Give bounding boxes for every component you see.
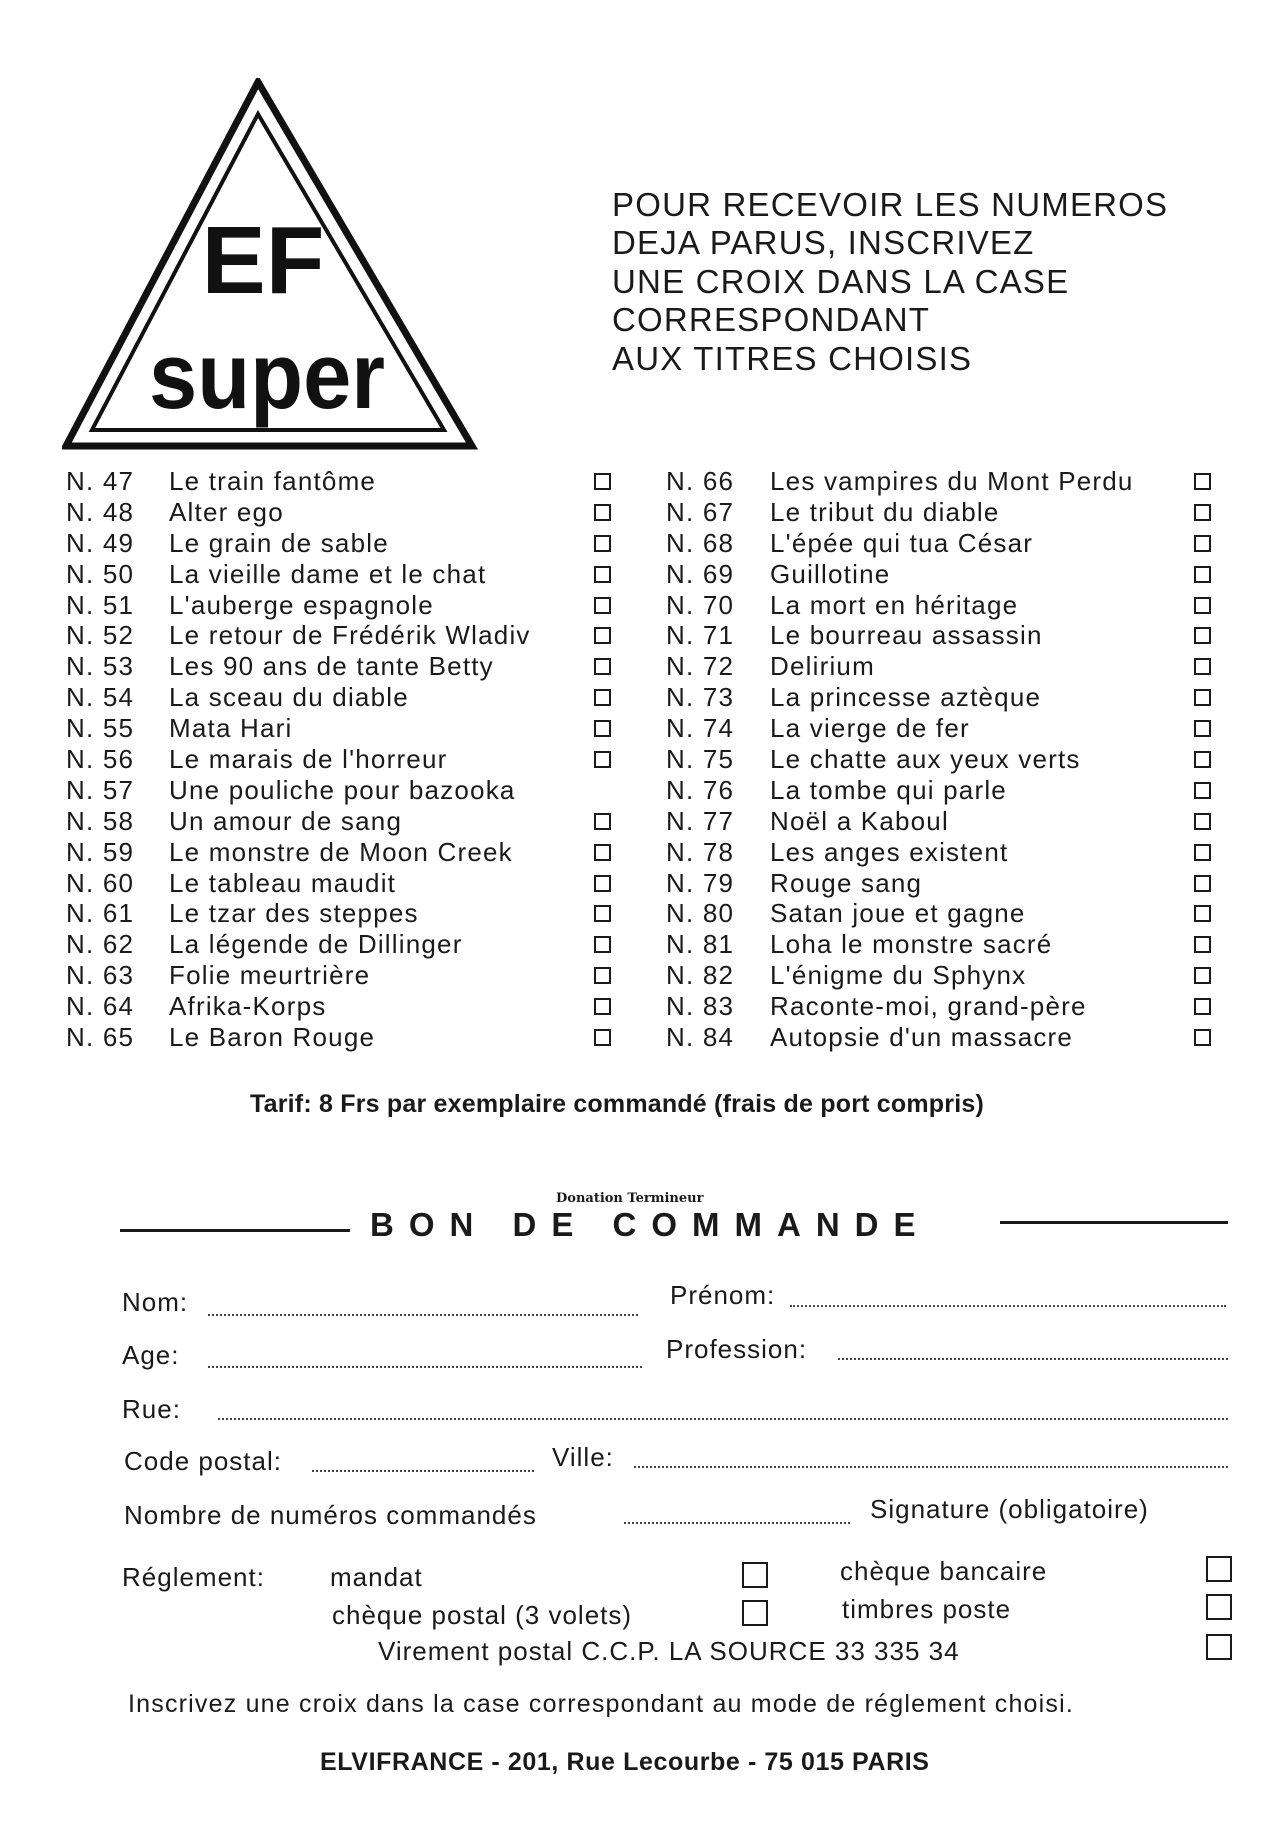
- profession-label: Profession:: [666, 1334, 808, 1364]
- issue-row: [666, 620, 1232, 651]
- issue-row: [66, 651, 626, 682]
- issue-checkbox[interactable]: [1194, 504, 1211, 521]
- rue-field[interactable]: [218, 1418, 1228, 1420]
- cheque-bancaire-label: chèque bancaire: [840, 1556, 1048, 1586]
- issue-row: [666, 528, 1232, 559]
- issue-title: Le Baron Rouge: [169, 1022, 376, 1053]
- issue-row: [666, 991, 1232, 1022]
- issue-checkbox[interactable]: [1194, 689, 1211, 706]
- issue-row: [666, 929, 1232, 960]
- issue-checkbox[interactable]: [1194, 473, 1211, 490]
- issue-number: N. 48: [66, 496, 135, 527]
- issue-checkbox[interactable]: [1194, 875, 1211, 892]
- issue-title: Le monstre de Moon Creek: [169, 836, 513, 867]
- nom-field[interactable]: [208, 1314, 638, 1316]
- issue-title: Le tribut du diable: [770, 496, 1000, 527]
- timbres-checkbox[interactable]: [1206, 1594, 1232, 1620]
- tarif-line: Tarif: 8 Frs par exemplaire commandé (frais de port compris): [250, 1090, 984, 1118]
- issue-title: Les anges existent: [770, 836, 1009, 867]
- issue-title: Les 90 ans de tante Betty: [169, 651, 494, 682]
- issue-title: Guillotine: [770, 558, 891, 589]
- issue-row: [66, 682, 626, 713]
- issue-checkbox[interactable]: [594, 813, 611, 830]
- issue-number: N. 64: [66, 991, 135, 1022]
- issue-number: N. 77: [666, 805, 735, 836]
- issue-row: [66, 991, 626, 1022]
- age-field[interactable]: [208, 1366, 642, 1368]
- issue-number: N. 82: [666, 960, 735, 991]
- code-postal-label: Code postal:: [124, 1446, 282, 1476]
- issue-row: [666, 590, 1232, 621]
- issue-number: N. 50: [66, 558, 135, 589]
- issue-number: N. 52: [66, 620, 135, 651]
- title-rule-right: [1000, 1221, 1228, 1224]
- issue-row: [666, 466, 1232, 497]
- issue-title: Folie meurtrière: [169, 960, 371, 991]
- ville-label: Ville:: [552, 1442, 614, 1472]
- issue-number: N. 61: [66, 898, 135, 929]
- issue-title: Delirium: [770, 651, 875, 682]
- issue-number: N. 58: [66, 805, 135, 836]
- issue-title: La tombe qui parle: [770, 774, 1007, 805]
- issue-checkbox[interactable]: [1194, 813, 1211, 830]
- issue-number: N. 65: [66, 1022, 135, 1053]
- issue-row: [66, 620, 626, 651]
- issue-number: N. 55: [66, 713, 135, 744]
- nombre-label: Nombre de numéros commandés: [124, 1500, 537, 1530]
- issue-row: [66, 837, 626, 868]
- issue-checkbox[interactable]: [594, 504, 611, 521]
- ville-field[interactable]: [634, 1466, 1228, 1468]
- issue-number: N. 66: [666, 466, 735, 496]
- issue-title: La vieille dame et le chat: [169, 558, 487, 589]
- issue-checkbox[interactable]: [594, 905, 611, 922]
- nom-label: Nom:: [122, 1287, 189, 1317]
- issue-checkbox[interactable]: [1194, 627, 1211, 644]
- instructions-block: [612, 186, 1252, 378]
- issue-title: Les vampires du Mont Perdu: [770, 466, 1134, 496]
- issue-checkbox[interactable]: [594, 844, 611, 861]
- mandat-checkbox[interactable]: [742, 1562, 768, 1588]
- issue-number: N. 80: [666, 898, 735, 929]
- logo-line-super: super: [149, 323, 385, 428]
- order-form-title: BON DE COMMANDE: [370, 1206, 931, 1243]
- issue-number: N. 56: [66, 744, 135, 775]
- issue-title: La mort en héritage: [770, 589, 1019, 620]
- virement-label: Virement postal C.C.P. LA SOURCE 33 335 34: [378, 1636, 960, 1666]
- issue-title: Noël a Kaboul: [770, 805, 949, 836]
- issue-checkbox[interactable]: [594, 627, 611, 644]
- issue-row: [666, 497, 1232, 528]
- issue-row: [66, 775, 626, 806]
- issue-checkbox[interactable]: [1194, 844, 1211, 861]
- issue-row: [666, 651, 1232, 682]
- issue-row: [66, 806, 626, 837]
- issue-row: [666, 898, 1232, 929]
- issue-checkbox[interactable]: [594, 936, 611, 953]
- issue-number: N. 49: [66, 527, 135, 558]
- issue-checkbox[interactable]: [1194, 998, 1211, 1015]
- issue-row: [66, 528, 626, 559]
- issue-number: N. 71: [666, 620, 735, 651]
- issue-checkbox[interactable]: [594, 566, 611, 583]
- instruction-line: AUX TITRES CHOISIS: [612, 339, 973, 377]
- issue-row: [666, 1022, 1232, 1053]
- virement-checkbox[interactable]: [1206, 1634, 1232, 1660]
- issue-title: Un amour de sang: [169, 805, 403, 836]
- issue-checkbox[interactable]: [594, 658, 611, 675]
- issue-number: N. 74: [666, 713, 735, 744]
- issue-row: [666, 713, 1232, 744]
- issue-checkbox[interactable]: [1194, 751, 1211, 768]
- issue-number: N. 84: [666, 1022, 735, 1053]
- issue-row: [66, 713, 626, 744]
- issue-row: [66, 960, 626, 991]
- issue-checkbox[interactable]: [1194, 658, 1211, 675]
- issue-title: L'épée qui tua César: [770, 527, 1034, 558]
- issue-row: [66, 929, 626, 960]
- issue-title: L'énigme du Sphynx: [770, 960, 1027, 991]
- issue-number: N. 78: [666, 836, 735, 867]
- issue-checkbox[interactable]: [594, 967, 611, 984]
- prenom-label: Prénom:: [670, 1280, 776, 1310]
- issue-checkbox[interactable]: [594, 720, 611, 737]
- issue-row: [66, 466, 626, 497]
- issue-number: N. 63: [66, 960, 135, 991]
- issue-title: Le chatte aux yeux verts: [770, 744, 1081, 775]
- cheque-bancaire-checkbox[interactable]: [1206, 1556, 1232, 1582]
- issue-list-right: [666, 466, 1232, 1053]
- instruction-line: DEJA PARUS, INSCRIVEZ: [612, 224, 1035, 262]
- issue-number: N. 60: [66, 867, 135, 898]
- issue-title: Une pouliche pour bazooka: [169, 774, 516, 805]
- issue-checkbox[interactable]: [1194, 566, 1211, 583]
- issue-title: Le tableau maudit: [169, 867, 397, 898]
- issue-number: N. 54: [66, 682, 135, 713]
- issue-number: N. 73: [666, 682, 735, 713]
- ef-super-logo: [62, 78, 482, 450]
- code-postal-field[interactable]: [312, 1470, 534, 1472]
- issue-list-left: [66, 466, 626, 1053]
- issue-title: Le marais de l'horreur: [169, 744, 448, 775]
- issue-title: Loha le monstre sacré: [770, 929, 1053, 960]
- age-label: Age:: [122, 1340, 180, 1370]
- issue-number: N. 76: [666, 774, 735, 805]
- issue-checkbox[interactable]: [594, 1029, 611, 1046]
- issue-row: [66, 1022, 626, 1053]
- instruction-line: UNE CROIX DANS LA CASE: [612, 262, 1070, 300]
- issue-title: La légende de Dillinger: [169, 929, 463, 960]
- payment-instruction: Inscrivez une croix dans la case correspondant au mode de réglement choisi.: [128, 1690, 1075, 1718]
- profession-field[interactable]: [838, 1358, 1228, 1360]
- issue-number: N. 51: [66, 589, 135, 620]
- issue-title: Le grain de sable: [169, 527, 389, 558]
- issue-title: Afrika-Korps: [169, 991, 327, 1022]
- timbres-label: timbres poste: [842, 1594, 1012, 1624]
- triangle-logo-graphic: [62, 78, 482, 450]
- issue-row: [666, 960, 1232, 991]
- issue-checkbox[interactable]: [594, 535, 611, 552]
- issue-number: N. 59: [66, 836, 135, 867]
- issue-checkbox[interactable]: [594, 473, 611, 490]
- issue-checkbox[interactable]: [1194, 936, 1211, 953]
- issue-number: N. 79: [666, 867, 735, 898]
- issue-checkbox[interactable]: [1194, 720, 1211, 737]
- prenom-field[interactable]: [790, 1305, 1226, 1307]
- issue-checkbox[interactable]: [1194, 967, 1211, 984]
- issue-row: [666, 744, 1232, 775]
- issue-title: Le tzar des steppes: [169, 898, 419, 929]
- issue-number: N. 81: [666, 929, 735, 960]
- donation-watermark: Donation Termineur: [556, 1191, 704, 1206]
- issue-title: Le bourreau assassin: [770, 620, 1043, 651]
- issue-row: [66, 744, 626, 775]
- issue-title: L'auberge espagnole: [169, 589, 434, 620]
- issue-row: [666, 682, 1232, 713]
- issue-title: Raconte-moi, grand-père: [770, 991, 1087, 1022]
- issue-row: [666, 806, 1232, 837]
- issue-row: [66, 497, 626, 528]
- issue-title: Le train fantôme: [169, 466, 377, 496]
- issue-row: [66, 868, 626, 899]
- issue-row: [666, 837, 1232, 868]
- issue-row: [666, 559, 1232, 590]
- issue-checkbox[interactable]: [1194, 782, 1211, 799]
- issue-checkbox[interactable]: [1194, 1029, 1211, 1046]
- issue-checkbox[interactable]: [594, 875, 611, 892]
- issue-checkbox[interactable]: [594, 998, 611, 1015]
- issue-number: N. 67: [666, 496, 735, 527]
- issue-checkbox[interactable]: [1194, 597, 1211, 614]
- rue-label: Rue:: [122, 1394, 181, 1424]
- issue-title: Mata Hari: [169, 713, 293, 744]
- issue-number: N. 53: [66, 651, 135, 682]
- instruction-line: POUR RECEVOIR LES NUMEROS: [612, 186, 1169, 223]
- issue-number: N. 68: [666, 527, 735, 558]
- issue-row: [66, 559, 626, 590]
- issue-number: N. 70: [666, 589, 735, 620]
- issue-checkbox[interactable]: [594, 751, 611, 768]
- issue-row: [66, 590, 626, 621]
- reglement-label: Réglement:: [122, 1562, 265, 1592]
- issue-title: Autopsie d'un massacre: [770, 1022, 1074, 1053]
- issue-title: Alter ego: [169, 496, 284, 527]
- issue-checkbox[interactable]: [1194, 905, 1211, 922]
- issue-row: [666, 775, 1232, 806]
- logo-line-ef: EF: [201, 207, 325, 314]
- issue-number: N. 83: [666, 991, 735, 1022]
- issue-number: N. 47: [66, 466, 135, 496]
- title-rule-left: [120, 1229, 350, 1232]
- issue-number: N. 75: [666, 744, 735, 775]
- issue-title: La sceau du diable: [169, 682, 409, 713]
- cheque-postal-checkbox[interactable]: [742, 1600, 768, 1626]
- issue-title: Rouge sang: [770, 867, 923, 898]
- issue-title: La princesse aztèque: [770, 682, 1042, 713]
- issue-number: N. 62: [66, 929, 135, 960]
- issue-row: [666, 868, 1232, 899]
- nombre-field[interactable]: [624, 1522, 850, 1524]
- issue-number: N. 72: [666, 651, 735, 682]
- issue-row: [66, 898, 626, 929]
- issue-title: Satan joue et gagne: [770, 898, 1026, 929]
- issue-number: N. 69: [666, 558, 735, 589]
- issue-title: Le retour de Frédérik Wladiv: [169, 620, 531, 651]
- issue-checkbox[interactable]: [594, 597, 611, 614]
- mandat-label: mandat: [330, 1562, 423, 1592]
- signature-label: Signature (obligatoire): [870, 1494, 1149, 1524]
- issue-title: La vierge de fer: [770, 713, 970, 744]
- publisher-address: ELVIFRANCE - 201, Rue Lecourbe - 75 015 PARIS: [320, 1748, 930, 1776]
- issue-checkbox[interactable]: [1194, 535, 1211, 552]
- cheque-postal-label: chèque postal (3 volets): [332, 1600, 633, 1630]
- issue-checkbox[interactable]: [594, 689, 611, 706]
- instruction-line: CORRESPONDANT: [612, 301, 931, 339]
- issue-number: N. 57: [66, 774, 135, 805]
